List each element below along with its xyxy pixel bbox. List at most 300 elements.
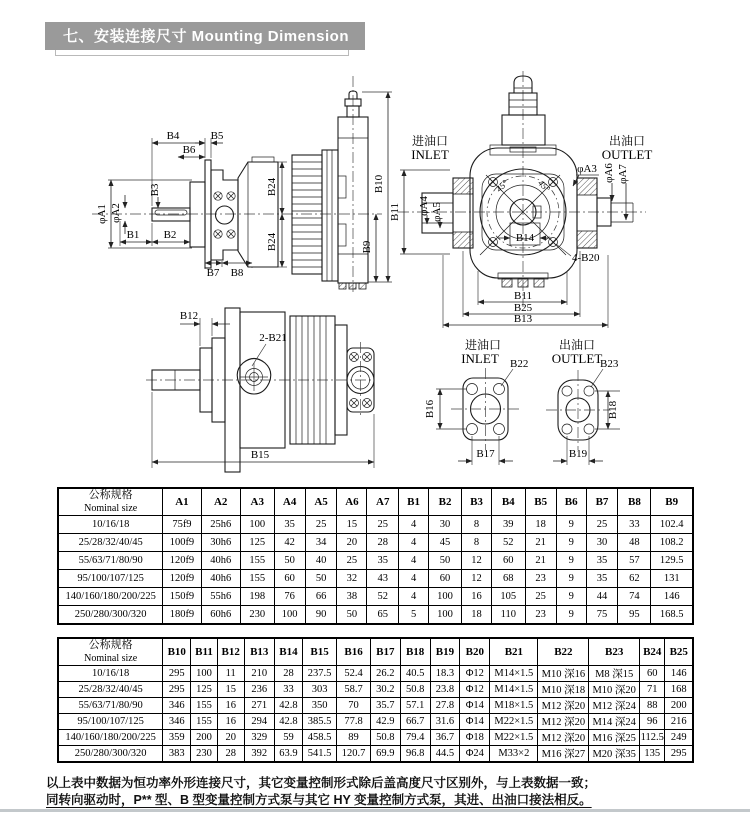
section-header [45,22,365,50]
table-cell: 200 [191,730,218,746]
dim-label-a5: φA5 [431,202,443,222]
drawing-pump-side-view [70,58,405,298]
table-cell: Φ24 [460,746,490,763]
table-cell: 20 [217,730,244,746]
table-cell: 27.8 [430,698,460,714]
table-cell: 68 [491,570,525,588]
table-cell: 96 [640,714,665,730]
table-cell: 75f9 [163,516,201,534]
table-cell: 4 [399,588,429,606]
page-bottom-rule [0,809,750,812]
table-cell: 9 [556,606,586,625]
table-cell: 44 [586,588,618,606]
dimension-table-a [57,487,694,625]
table-cell: 383 [163,746,191,763]
dim-label-b15: B15 [250,449,270,461]
table-cell: 59 [275,730,303,746]
table-cell: 50 [274,552,305,570]
table-cell: 120f9 [163,570,201,588]
table-cell: 57.1 [400,698,430,714]
table-cell: M14 深24 [589,714,640,730]
col-header: B17 [370,638,400,666]
dim-label-b19: B19 [568,448,588,460]
table-cell: 25 [367,516,399,534]
row-label: 55/63/71/80/90 [58,552,163,570]
table-cell: 30 [586,534,618,552]
table-cell: 44.5 [430,746,460,763]
table-cell: 168.5 [651,606,693,625]
table-cell: 42.8 [275,714,303,730]
outlet-label-zh: 出油口 [608,134,646,148]
dim-label-b11-side: B11 [389,203,401,221]
row-label: 10/16/18 [58,666,163,682]
table-cell: 346 [163,698,191,714]
table-cell: M12 深20 [538,714,589,730]
table-cell: 26.2 [370,666,400,682]
row-label: 250/280/300/320 [58,606,163,625]
angle-label-right: 45° [536,177,553,194]
table-cell: 16 [462,588,492,606]
dim-label-b10: B10 [373,174,385,194]
col-header: B6 [556,488,586,516]
table-cell: 9 [556,552,586,570]
table-cell: 4 [399,516,429,534]
table-cell: 11 [217,666,244,682]
table-cell: 60 [640,666,665,682]
table-cell: 9 [556,516,586,534]
table-cell: 35 [274,516,305,534]
table-cell: 79.4 [400,730,430,746]
table-cell: 100 [240,516,274,534]
bolt-icon [214,192,235,238]
table-cell: Φ14 [460,698,490,714]
dim-label-b17: B17 [476,448,495,460]
table-cell: 40 [305,552,337,570]
table-cell: M22×1.5 [490,714,538,730]
nominal-size-en: Nominal size [84,503,138,514]
dim-label-b24-lower: B24 [266,232,278,252]
dim-label-b8: B8 [230,267,244,279]
col-header: B18 [400,638,430,666]
dim-label-b9: B9 [361,240,373,254]
nominal-size-zh: 公称规格 [88,639,133,651]
table-cell: 295 [163,682,191,698]
col-header: B16 [337,638,371,666]
col-header: B3 [462,488,492,516]
table-cell: 112.5 [640,730,665,746]
dim-label-b11-bottom: B11 [514,290,532,302]
table-cell: 57 [618,552,651,570]
nominal-size-header [58,488,163,516]
table-cell: 100 [274,606,305,625]
table-row [58,666,693,682]
table-cell: 198 [240,588,274,606]
dim-label-a4: φA4 [418,196,430,216]
table-cell: 200 [665,698,693,714]
table-cell: 120f9 [163,552,201,570]
table-cell: 25 [525,588,556,606]
table-cell: 50 [305,570,337,588]
row-label: 25/28/32/40/45 [58,682,163,698]
table-cell: 70 [337,698,371,714]
col-header: A2 [201,488,240,516]
dim-label-a2: φA2 [110,203,122,223]
dim-label-b13: B13 [513,313,533,325]
table-cell: 105 [491,588,525,606]
col-header: A4 [274,488,305,516]
table-cell: 237.5 [302,666,336,682]
dim-label-b25: B25 [513,302,533,314]
table-cell: 125 [240,534,274,552]
table-cell: 23.8 [430,682,460,698]
table-cell: 15 [217,682,244,698]
col-header: B23 [589,638,640,666]
table-cell: M10 深18 [538,682,589,698]
table-cell: 16 [217,698,244,714]
col-header: B11 [191,638,218,666]
table-cell: 125 [191,682,218,698]
table-cell: 23 [525,570,556,588]
table-cell: 8 [462,516,492,534]
table-cell: 30 [429,516,462,534]
table-cell: 33 [275,682,303,698]
table-cell: 60 [491,552,525,570]
table-cell: 155 [191,714,218,730]
table-row [58,534,693,552]
table-cell: 40h6 [201,552,240,570]
table-cell: 216 [665,714,693,730]
col-header: B25 [665,638,693,666]
table-cell: M8 深15 [589,666,640,682]
table-cell: 210 [244,666,274,682]
table-cell: 55h6 [201,588,240,606]
table-cell: 8 [462,534,492,552]
table-cell: 28 [367,534,399,552]
table-cell: 155 [240,570,274,588]
table-cell: M12 深20 [538,698,589,714]
row-label: 140/160/180/200/225 [58,588,163,606]
table-cell: 75 [586,606,618,625]
table-cell: 9 [556,570,586,588]
dim-label-b22: B22 [510,358,529,370]
table-cell: 100 [429,588,462,606]
table-cell: 110 [491,606,525,625]
dim-label-a1: φA1 [96,204,108,224]
table-cell: 155 [240,552,274,570]
table-cell: 236 [244,682,274,698]
inlet-label-zh: 进油口 [411,134,449,148]
table-cell: 35.7 [370,698,400,714]
table-cell: M16 深25 [589,730,640,746]
table-cell: M12 深24 [589,698,640,714]
col-header: B2 [429,488,462,516]
table-cell: 35 [586,570,618,588]
table-cell: 4 [399,534,429,552]
dim-label-a7: φA7 [617,164,629,184]
row-label: 140/160/180/200/225 [58,730,163,746]
table-cell: 62 [618,570,651,588]
table-cell: 63.9 [275,746,303,763]
table-cell: M10 深16 [538,666,589,682]
table-cell: 69.9 [370,746,400,763]
table-cell: 329 [244,730,274,746]
table-cell: 120.7 [337,746,371,763]
col-header: B5 [525,488,556,516]
table-cell: 74 [618,588,651,606]
table-cell: 180f9 [163,606,201,625]
table-cell: 50 [429,552,462,570]
table-cell: 5 [399,606,429,625]
table-row [58,606,693,625]
angle-label-left: 45° [493,177,510,194]
table-cell: 129.5 [651,552,693,570]
col-header: B1 [399,488,429,516]
dim-label-b23: B23 [600,358,619,370]
table-row [58,682,693,698]
col-header: B20 [460,638,490,666]
table-cell: Φ14 [460,714,490,730]
dim-label-b5: B5 [210,130,224,142]
table-cell: 28 [275,666,303,682]
table-cell: M16 深27 [538,746,589,763]
table-cell: 45 [429,534,462,552]
table-cell: 100 [429,606,462,625]
dim-label-b1: B1 [126,229,140,241]
table-cell: 40h6 [201,570,240,588]
table-cell: 100 [191,666,218,682]
table-cell: 32 [337,570,367,588]
table-row [58,746,693,763]
table-cell: 36.7 [430,730,460,746]
table-cell: 66.7 [400,714,430,730]
table-cell: 230 [240,606,274,625]
table-cell: 48 [618,534,651,552]
table-cell: M33×2 [490,746,538,763]
table-cell: 65 [367,606,399,625]
dim-label-b6: B6 [182,144,196,156]
table-cell: 42.9 [370,714,400,730]
row-label: 55/63/71/80/90 [58,698,163,714]
row-label: 95/100/107/125 [58,570,163,588]
table-cell: 230 [191,746,218,763]
table-row [58,516,693,534]
table-cell: 21 [525,534,556,552]
col-header: B10 [163,638,191,666]
table-cell: 30h6 [201,534,240,552]
table-row [58,570,693,588]
table-cell: 38 [337,588,367,606]
table-cell: 271 [244,698,274,714]
col-header: A6 [337,488,367,516]
row-label: 25/28/32/40/45 [58,534,163,552]
table-cell: 18 [462,606,492,625]
table-cell: 458.5 [302,730,336,746]
footnote-line1: 以上表中数据为恒功率外形连接尺寸，其它变量控制形式除后盖高度尺寸区别外，与上表数据一致； [46,776,597,790]
table-row [58,698,693,714]
table-cell: 52 [491,534,525,552]
footnotes [46,775,736,809]
col-header: B19 [430,638,460,666]
table-cell: 541.5 [302,746,336,763]
table-cell: 346 [163,714,191,730]
col-header: A5 [305,488,337,516]
table-cell: 60 [429,570,462,588]
table-cell: 18 [525,516,556,534]
table-cell: 28 [217,746,244,763]
table-cell: 295 [665,746,693,763]
table-cell: 168 [665,682,693,698]
table-cell: 21 [525,552,556,570]
table-cell: 43 [367,570,399,588]
table-cell: 42 [274,534,305,552]
table-cell: 66 [305,588,337,606]
table-cell: 39 [491,516,525,534]
nominal-size-zh: 公称规格 [88,489,133,501]
table-cell: 249 [665,730,693,746]
table-cell: 16 [217,714,244,730]
dim-label-a3: φA3 [577,163,597,175]
table-cell: 25 [337,552,367,570]
col-header: B21 [490,638,538,666]
dim-label-b4: B4 [166,130,180,142]
table-cell: 9 [556,534,586,552]
table-cell: 108.2 [651,534,693,552]
table-cell: 95 [618,606,651,625]
table-cell: M20 深35 [589,746,640,763]
col-header: B7 [586,488,618,516]
table-cell: 12 [462,570,492,588]
table-cell: M22×1.5 [490,730,538,746]
table-cell: 295 [163,666,191,682]
table-cell: 12 [462,552,492,570]
table-cell: 131 [651,570,693,588]
table-cell: 42.8 [275,698,303,714]
table-cell: 60h6 [201,606,240,625]
dim-label-b16: B16 [424,399,436,419]
table-cell: 155 [191,698,218,714]
table-cell: M12 深20 [538,730,589,746]
col-header: A3 [240,488,274,516]
table-cell: 303 [302,682,336,698]
dim-label-b3: B3 [149,183,161,197]
table-cell: 90 [305,606,337,625]
col-header: B14 [275,638,303,666]
col-header: B13 [244,638,274,666]
table-cell: 385.5 [302,714,336,730]
table-cell: 359 [163,730,191,746]
table-row [58,714,693,730]
drawing-pump-side-view-2 [140,300,380,485]
table-cell: 77.8 [337,714,371,730]
table-cell: 76 [274,588,305,606]
row-label: 10/16/18 [58,516,163,534]
table-cell: 102.4 [651,516,693,534]
footnote-line2: 同转向驱动时，P** 型、B 型变量控制方式泵与其它 HY 变量控制方式泵，其进、出油口接法相反。 [46,793,592,807]
col-header: B22 [538,638,589,666]
dim-label-a6: φA6 [603,163,615,183]
drawing-port-flanges [420,330,670,485]
table-cell: 50.8 [370,730,400,746]
section-title: 七、安装连接尺寸 Mounting Dimension [45,22,365,50]
table-cell: 60 [274,570,305,588]
table-cell: 15 [337,516,367,534]
table-row [58,588,693,606]
row-label: 95/100/107/125 [58,714,163,730]
table-cell: 31.6 [430,714,460,730]
table-cell: M14×1.5 [490,682,538,698]
table-cell: 9 [556,588,586,606]
table-cell: 40.5 [400,666,430,682]
dim-label-b12: B12 [179,310,199,322]
table-cell: 100f9 [163,534,201,552]
table-cell: 52 [367,588,399,606]
table-cell: 34 [305,534,337,552]
table-cell: 71 [640,682,665,698]
table-cell: 25 [586,516,618,534]
inlet-label-en: INLET [411,147,449,162]
table-cell: Φ18 [460,730,490,746]
table-cell: 30.2 [370,682,400,698]
outlet-label-en: OUTLET [551,351,603,366]
table-cell: Φ12 [460,666,490,682]
table-cell: 135 [640,746,665,763]
dim-label-b18: B18 [607,400,619,420]
drawing-pump-front-view [390,55,750,345]
table-cell: 58.7 [337,682,371,698]
table-cell: 146 [665,666,693,682]
table-row [58,730,693,746]
table-cell: 35 [367,552,399,570]
table-cell: 89 [337,730,371,746]
table-row [58,552,693,570]
table-cell: 150f9 [163,588,201,606]
col-header: A1 [163,488,201,516]
dim-label-2-b21: 2-B21 [259,332,287,344]
table-cell: 4 [399,552,429,570]
table-cell: 52.4 [337,666,371,682]
inlet-label-zh: 进油口 [464,338,502,352]
table-cell: 20 [337,534,367,552]
outlet-label-zh: 出油口 [558,338,596,352]
table-cell: 350 [302,698,336,714]
dim-label-b7: B7 [206,267,220,279]
table-cell: 392 [244,746,274,763]
dim-label-b2: B2 [163,229,177,241]
table-cell: 25 [305,516,337,534]
table-cell: M14×1.5 [490,666,538,682]
outlet-label-en: OUTLET [601,147,653,162]
table-cell: M10 深20 [589,682,640,698]
col-header: B4 [491,488,525,516]
table-cell: 88 [640,698,665,714]
table-cell: 50 [337,606,367,625]
col-header: A7 [367,488,399,516]
nominal-size-header [58,638,163,666]
dim-label-b20: 4-B20 [572,252,600,264]
table-cell: 96.8 [400,746,430,763]
dimension-table-b [57,637,694,763]
table-cell: 50.8 [400,682,430,698]
table-cell: Φ12 [460,682,490,698]
dim-label-b24-upper: B24 [266,177,278,197]
col-header: B24 [640,638,665,666]
inlet-label-en: INLET [461,351,499,366]
table-cell: 146 [651,588,693,606]
table-cell: M18×1.5 [490,698,538,714]
table-cell: 294 [244,714,274,730]
table-cell: 35 [586,552,618,570]
table-cell: 23 [525,606,556,625]
